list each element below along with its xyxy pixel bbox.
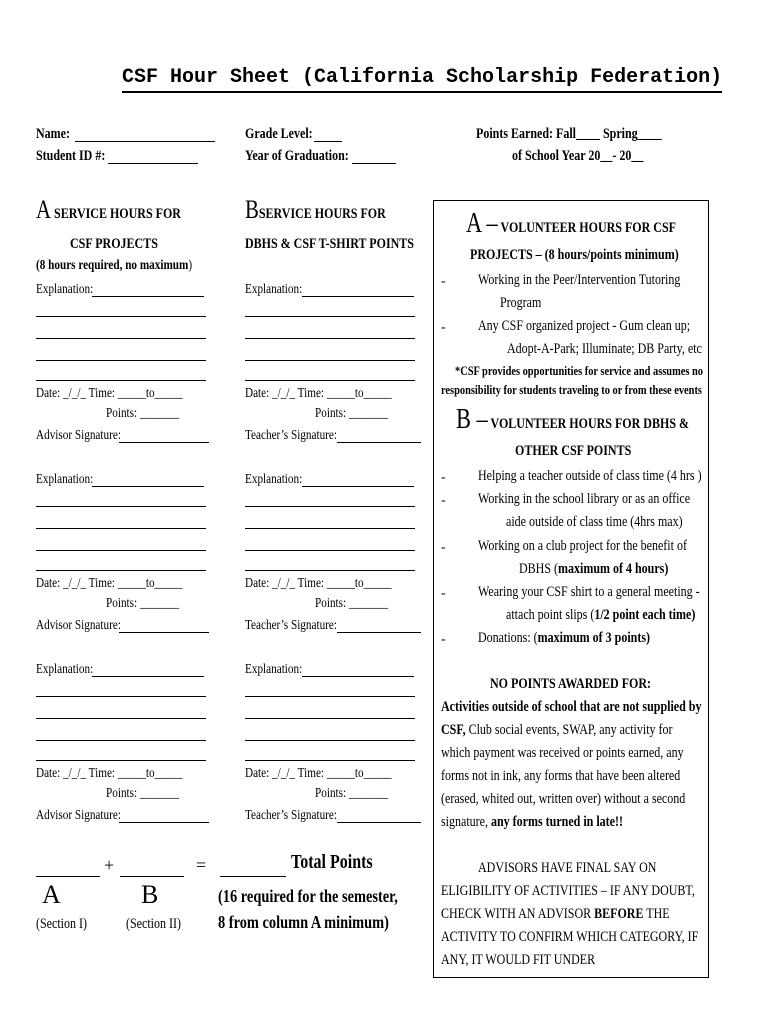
explanation-line[interactable] bbox=[36, 316, 206, 317]
explanation-label: Explanation: bbox=[36, 662, 94, 677]
b-item3b-bold: maximum of 4 hours) bbox=[558, 561, 669, 577]
np2-wrap bbox=[441, 722, 730, 739]
signature-label: Teacher’s Signature: bbox=[245, 808, 337, 823]
col-a-heading2: CSF PROJECTS bbox=[70, 236, 158, 252]
date-time-line-wrap bbox=[245, 386, 428, 402]
points-line: Points: _______ bbox=[315, 596, 389, 611]
box-a-letter: A – bbox=[466, 208, 498, 239]
points-line: Points: _______ bbox=[106, 406, 180, 421]
date-time-line: Date: _/_/_ Time: _____to_____ bbox=[245, 386, 392, 401]
np-line4: forms not in ink, any forms that have been altered bbox=[441, 768, 681, 784]
col-a-letter: A bbox=[36, 195, 52, 224]
advisors-line3-post: THE bbox=[643, 906, 670, 922]
a-item1b-wrap bbox=[500, 295, 552, 312]
total-a-field[interactable] bbox=[36, 876, 100, 877]
np4-wrap bbox=[441, 768, 740, 785]
dash-4: - bbox=[441, 493, 446, 508]
a-item2b-wrap bbox=[507, 341, 751, 358]
name-label: Name: bbox=[36, 126, 70, 142]
year-grad-label: Year of Graduation: bbox=[245, 148, 349, 164]
explanation-field[interactable] bbox=[302, 486, 414, 487]
col-a-heading1: SERVICE HOURS FOR bbox=[54, 206, 181, 222]
a-item2b: Adopt-A-Park; Illuminate; DB Party, etc bbox=[507, 341, 702, 357]
explanation-line[interactable] bbox=[36, 380, 206, 381]
explanation-label: Explanation: bbox=[245, 282, 303, 297]
box-a-head2: PROJECTS – (8 hours/points minimum) bbox=[470, 247, 679, 263]
advisors-line3-pre: CHECK WITH AN ADVISOR bbox=[441, 906, 595, 922]
b-item3a-wrap bbox=[478, 538, 739, 555]
adv4-wrap bbox=[441, 929, 763, 946]
np-line3: which payment was received or points earned, any bbox=[441, 745, 684, 761]
col-a-note-bold: (8 hours required, no maximum bbox=[36, 258, 189, 273]
b-item3b-wrap bbox=[519, 561, 706, 578]
b-item3b-pre: DBHS ( bbox=[519, 561, 559, 577]
a-note1-wrap bbox=[455, 363, 765, 379]
col-b-heading2-wrap bbox=[245, 236, 456, 253]
grade-level-label: Grade Level: bbox=[245, 126, 313, 142]
adv5-wrap bbox=[441, 952, 634, 969]
b-item5-bold: maximum of 3 points) bbox=[537, 630, 650, 646]
np-line1: Activities outside of school that are not supplied by bbox=[441, 699, 702, 715]
school-year-label: of School Year 20__- 20__ bbox=[512, 148, 644, 164]
explanation-line[interactable] bbox=[36, 570, 206, 571]
total-points-field[interactable] bbox=[220, 876, 286, 877]
explanation-line[interactable] bbox=[245, 760, 415, 761]
explanation-line[interactable] bbox=[245, 338, 415, 339]
a-item1a: Working in the Peer/Intervention Tutoring bbox=[478, 272, 681, 288]
np-line5: (erased, whited out, written over) without a second bbox=[441, 791, 686, 807]
student-id-field[interactable] bbox=[108, 163, 198, 164]
signature-label: Advisor Signature: bbox=[36, 618, 121, 633]
explanation-line[interactable] bbox=[245, 718, 415, 719]
b-item1-wrap bbox=[478, 468, 758, 485]
dash-5: - bbox=[441, 540, 446, 555]
req2-wrap bbox=[218, 912, 432, 933]
points-earned-label: Points Earned: Fall____ Spring____ bbox=[476, 126, 662, 142]
explanation-field[interactable] bbox=[92, 296, 204, 297]
points-line: Points: _______ bbox=[106, 786, 180, 801]
dash-7: - bbox=[441, 632, 446, 647]
a-note2-wrap bbox=[441, 382, 767, 398]
explanation-line[interactable] bbox=[245, 360, 415, 361]
signature-label: Advisor Signature: bbox=[36, 428, 121, 443]
b-item2b: aide outside of class time (4hrs max) bbox=[506, 514, 683, 530]
np1-wrap bbox=[441, 699, 767, 716]
explanation-line[interactable] bbox=[245, 316, 415, 317]
equals-sign: = bbox=[196, 855, 207, 875]
grade-level-field[interactable] bbox=[314, 141, 342, 142]
signature-label: Advisor Signature: bbox=[36, 808, 121, 823]
b-item1: Helping a teacher outside of class time (4 hrs ) bbox=[478, 468, 702, 484]
signature-field[interactable] bbox=[337, 442, 421, 443]
date-time-line-wrap bbox=[36, 386, 219, 402]
section2-label: (Section II) bbox=[126, 916, 181, 932]
b-item5-pre: Donations: ( bbox=[478, 630, 538, 646]
plus-sign: + bbox=[104, 855, 115, 875]
box-a-heading bbox=[466, 208, 728, 240]
a-item2a: Any CSF organized project - Gum clean up; bbox=[478, 318, 691, 334]
box-b-head2-wrap bbox=[515, 443, 660, 460]
signature-label: Teacher’s Signature: bbox=[245, 618, 337, 633]
explanation-label: Explanation: bbox=[245, 662, 303, 677]
explanation-line[interactable] bbox=[245, 696, 415, 697]
no-points-head-wrap bbox=[490, 676, 691, 693]
date-time-line-wrap bbox=[245, 766, 428, 782]
b-item3a: Working on a club project for the benefit of bbox=[478, 538, 687, 554]
req1-wrap bbox=[218, 886, 443, 907]
np-line2-bold: CSF, bbox=[441, 722, 466, 738]
signature-field[interactable] bbox=[119, 442, 209, 443]
student-id-label: Student ID #: bbox=[36, 148, 106, 164]
explanation-line[interactable] bbox=[36, 550, 206, 551]
b-item2a-wrap bbox=[478, 491, 743, 508]
name-field[interactable] bbox=[75, 141, 215, 142]
total-points-wrap bbox=[291, 851, 393, 874]
section1-wrap bbox=[36, 916, 100, 933]
explanation-field[interactable] bbox=[92, 676, 204, 677]
explanation-line[interactable] bbox=[36, 360, 206, 361]
a-item1b: Program bbox=[500, 295, 542, 311]
explanation-line[interactable] bbox=[36, 718, 206, 719]
explanation-label: Explanation: bbox=[245, 472, 303, 487]
adv1-wrap bbox=[478, 860, 701, 877]
dash-3: - bbox=[441, 470, 446, 485]
explanation-line[interactable] bbox=[36, 528, 206, 529]
col-b-heading bbox=[245, 195, 421, 225]
points-line-wrap bbox=[315, 786, 406, 802]
explanation-line[interactable] bbox=[245, 550, 415, 551]
explanation-line[interactable] bbox=[245, 570, 415, 571]
a-note2: responsibility for students traveling to or from these events bbox=[441, 382, 702, 397]
box-b-letter: B – bbox=[456, 404, 488, 435]
date-time-line-wrap bbox=[36, 576, 219, 592]
date-time-line-wrap bbox=[245, 576, 428, 592]
box-b-head2: OTHER CSF POINTS bbox=[515, 443, 632, 459]
total-b-field[interactable] bbox=[120, 876, 184, 877]
total-b-letter: B bbox=[141, 880, 159, 909]
adv3-wrap bbox=[441, 906, 727, 923]
col-b-heading1: SERVICE HOURS FOR bbox=[258, 206, 386, 222]
box-a-head2-wrap bbox=[470, 247, 731, 264]
explanation-line[interactable] bbox=[245, 528, 415, 529]
points-line-wrap bbox=[106, 406, 197, 422]
requirement-line1: (16 required for the semester, bbox=[218, 886, 398, 906]
b-item2b-wrap bbox=[506, 514, 727, 531]
box-b-heading bbox=[456, 404, 747, 436]
requirement-line2: 8 from column A minimum) bbox=[218, 912, 389, 932]
b-item4a-wrap bbox=[478, 584, 755, 601]
explanation-line[interactable] bbox=[245, 740, 415, 741]
points-line-wrap bbox=[106, 786, 197, 802]
explanation-line[interactable] bbox=[245, 380, 415, 381]
a-note1: *CSF provides opportunities for service and assumes no bbox=[455, 363, 703, 378]
points-line: Points: _______ bbox=[106, 596, 180, 611]
signature-field[interactable] bbox=[337, 632, 421, 633]
points-earned bbox=[476, 126, 708, 143]
np3-wrap bbox=[441, 745, 744, 762]
explanation-line[interactable] bbox=[36, 338, 206, 339]
explanation-line[interactable] bbox=[36, 740, 206, 741]
box-b-head1: VOLUNTEER HOURS FOR DBHS & bbox=[487, 416, 689, 432]
points-line: Points: _______ bbox=[315, 406, 389, 421]
b-item4a: Wearing your CSF shirt to a general meeting - bbox=[478, 584, 700, 600]
signature-field[interactable] bbox=[119, 822, 209, 823]
date-time-line: Date: _/_/_ Time: _____to_____ bbox=[36, 576, 183, 591]
points-line: Points: _______ bbox=[315, 786, 389, 801]
no-points-heading: NO POINTS AWARDED FOR: bbox=[490, 676, 652, 692]
col-a-heading bbox=[36, 195, 217, 225]
date-time-line: Date: _/_/_ Time: _____to_____ bbox=[36, 766, 183, 781]
section2-wrap bbox=[126, 916, 195, 933]
explanation-line[interactable] bbox=[36, 506, 206, 507]
points-line-wrap bbox=[315, 596, 406, 612]
advisors-line3-bold: BEFORE bbox=[594, 906, 644, 922]
date-time-line: Date: _/_/_ Time: _____to_____ bbox=[36, 386, 183, 401]
school-year bbox=[512, 148, 676, 165]
dash-2: - bbox=[441, 320, 446, 335]
dash-1: - bbox=[441, 274, 446, 289]
signature-field[interactable] bbox=[119, 632, 209, 633]
date-time-line: Date: _/_/_ Time: _____to_____ bbox=[245, 766, 392, 781]
section1-label: (Section I) bbox=[36, 916, 87, 932]
points-line-wrap bbox=[106, 596, 197, 612]
b-item4b-pre: attach point slips ( bbox=[506, 607, 595, 623]
a-item2a-wrap bbox=[478, 318, 743, 335]
dash-6: - bbox=[441, 586, 446, 601]
np5-wrap bbox=[441, 791, 746, 808]
advisors-line1: ADVISORS HAVE FINAL SAY ON bbox=[478, 860, 657, 876]
col-a-heading2-wrap bbox=[70, 236, 180, 253]
np-line2-rest: Club social events, SWAP, any activity for bbox=[465, 722, 673, 738]
b-item5-wrap bbox=[478, 630, 693, 647]
explanation-label: Explanation: bbox=[36, 282, 94, 297]
adv2-wrap bbox=[441, 883, 758, 900]
advisors-line4: ACTIVITY TO CONFIRM WHICH CATEGORY, IF bbox=[441, 929, 699, 945]
advisors-line5: ANY, IT WOULD FIT UNDER bbox=[441, 952, 596, 968]
page-title: CSF Hour Sheet (California Scholarship Federation) bbox=[122, 66, 722, 93]
box-a-head1: VOLUNTEER HOURS FOR CSF bbox=[497, 220, 676, 236]
name-row bbox=[36, 126, 78, 143]
explanation-field[interactable] bbox=[92, 486, 204, 487]
total-points-label: Total Points bbox=[291, 851, 373, 873]
col-b-heading2: DBHS & CSF T-SHIRT POINTS bbox=[245, 236, 414, 252]
np-line6-bold: any forms turned in late!! bbox=[490, 814, 623, 830]
explanation-label: Explanation: bbox=[36, 472, 94, 487]
explanation-field[interactable] bbox=[302, 676, 414, 677]
explanation-line[interactable] bbox=[36, 760, 206, 761]
col-a-note bbox=[36, 258, 231, 274]
np6-wrap bbox=[441, 814, 668, 831]
date-time-line: Date: _/_/_ Time: _____to_____ bbox=[245, 576, 392, 591]
a-item1a-wrap bbox=[478, 272, 731, 289]
explanation-field[interactable] bbox=[302, 296, 414, 297]
col-a-note-close: ) bbox=[188, 258, 193, 273]
b-item4b-bold: 1/2 point each time) bbox=[594, 607, 696, 623]
advisors-line2: ELIGIBILITY OF ACTIVITIES – IF ANY DOUBT, bbox=[441, 883, 695, 899]
np-line6-pre: signature, bbox=[441, 814, 491, 830]
points-line-wrap bbox=[315, 406, 406, 422]
signature-label: Teacher’s Signature: bbox=[245, 428, 337, 443]
b-item4b-wrap bbox=[506, 607, 743, 624]
signature-field[interactable] bbox=[337, 822, 421, 823]
explanation-line[interactable] bbox=[245, 506, 415, 507]
b-item2a: Working in the school library or as an office bbox=[478, 491, 691, 507]
explanation-line[interactable] bbox=[36, 696, 206, 697]
total-a-letter: A bbox=[42, 880, 61, 909]
year-grad-field[interactable] bbox=[352, 163, 396, 164]
date-time-line-wrap bbox=[36, 766, 219, 782]
col-b-letter: B bbox=[245, 195, 259, 224]
